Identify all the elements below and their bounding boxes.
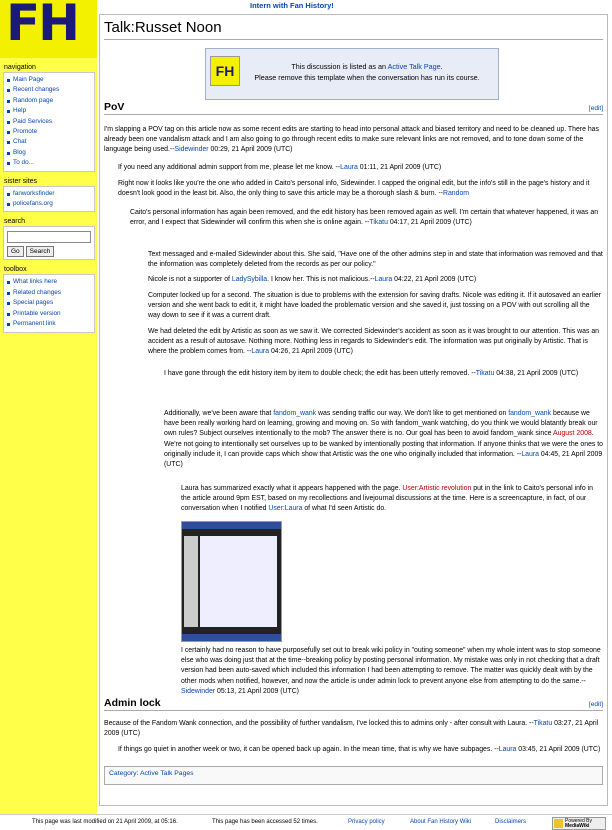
notice-period: . [440,62,443,71]
timestamp: 04:45, 21 April 2009 (UTC) [164,450,603,469]
comment-text-3: of what I'd seen Artistic do. [302,505,387,513]
comment-7 [148,291,603,322]
comment-2 [118,163,603,173]
category-separator: : [136,770,140,777]
timestamp: 04:17, 21 April 2009 (UTC) [387,219,472,227]
timestamp: 04:38, 21 April 2009 (UTC) [494,370,579,377]
comment-text: I certainly had no reason to have purposefully set out to break wiki policy in "outing someone" when my whole intent was to stop someone else who was doing just that at the time--breaking policy by posting personal information. My mistake was only in not checking that a draft version had been auto-saved which included this information I had been attempting to remove. The matter was quickly dealt with by the other mods when notified, however, and now the article is under admin lock to prevent anyone else from attempting to do the same.-- [181,647,601,685]
comment-text-3: because we have been really working hard on learning, growing and moving on. So with fandom_wank watching, do you think we would blatantly break our own rules? Subject ourselves intentionally to the mob? The answer there is no. Our goal has been to avoid fandom_wank since [164,410,598,438]
screencapture-taskbar [182,634,281,641]
comment-6 [148,275,603,285]
comment-text: Laura has summarized exactly what it appears happened with the page. [181,485,403,492]
timestamp: 03:27, 21 April 2009 (UTC) [104,720,599,738]
user-link[interactable]: Sidewinder [174,146,209,154]
logo-text: FH [6,0,79,52]
last-modified-text: This page was last modified on 21 April 2009, at 05:16. [32,819,178,825]
title-divider [104,39,603,40]
category-label-link[interactable]: Category [109,770,137,777]
comment-10 [164,409,603,470]
comment-14 [118,745,603,755]
user-link[interactable]: Tikatu [369,219,388,227]
notice-logo-icon: FH [210,56,240,86]
top-banner-link[interactable]: Intern with Fan History! [250,1,334,10]
screencapture-image[interactable] [181,521,282,642]
screencapture-titlebar [182,522,281,529]
sidebar-item-policefans[interactable]: policefans.org [13,200,53,208]
sidebar-item-permanent-link[interactable]: Permanent link [13,320,56,328]
timestamp: 04:22, 21 April 2009 (UTC) [392,276,477,283]
privacy-policy-link[interactable]: Privacy policy [348,819,385,825]
go-button[interactable]: Go [7,246,24,257]
ladysybilla-link[interactable]: LadySybilla [231,276,268,283]
badge-top-text: Powered By [565,818,592,824]
comment-text: Additionally, we've been aware that [164,410,274,417]
about-link[interactable]: About Fan History Wiki [410,819,472,825]
user-link[interactable]: Tikatu [533,720,553,727]
comment-text-2: was sending traffic our way. We don't like to get mentioned on [316,410,509,417]
active-talk-page-link[interactable]: Active Talk Page [387,62,441,71]
comment-text: If you need any additional admin support from me, please let me know. -- [118,164,341,171]
sidebar-item-to-do[interactable]: To do... [13,159,34,167]
comment-text: I'm slapping a POV tag on this article now as some recent edits are starting to head into personal attack and biased territory and need to be cleaned up. There has already been one vandalism attack and I am also going to go through recent edits to make sure relevant links are not removed, and to tone down some of the language being used.-- [104,126,599,154]
search-button[interactable]: Search [26,246,55,257]
sidebar-item-random-page[interactable]: Random page [13,96,54,104]
comment-text: We had deleted the edit by Artistic as soon as we saw it. We corrected Sidewinder's accident as soon as it was brought to our attention. This was an accident as a result of autosave. Nothing more. Nothing less in regards to Sidewinder's edit. The information was put originally by Artistic. That is where the problem comes from. -- [148,328,599,356]
sister-sites-box [3,186,95,213]
comment-4 [130,208,603,228]
site-logo[interactable] [0,0,97,58]
sidebar-item-related-changes[interactable]: Related changes [13,288,61,296]
notice-line-1 [206,62,498,71]
comment-9 [164,369,603,379]
sidebar-item-fanworksfinder[interactable]: fanworksfinder [13,189,55,197]
badge-bottom-text: MediaWiki [565,823,590,829]
search-input[interactable] [7,231,91,243]
toolbox-box [3,274,95,332]
section-heading-pov [104,101,603,115]
notice-line-2: Please remove this template when the conversation has run its course. [254,73,480,82]
screencapture-sidebar [184,536,198,627]
sidebar-item-special-pages[interactable]: Special pages [13,299,54,307]
toolbox-heading: toolbox [4,266,27,274]
section-title: Admin lock [104,697,161,709]
user-laura-link[interactable]: User:Laura [268,505,303,513]
comment-text: Nicole is not a supporter of [148,276,232,283]
search-box [3,226,95,260]
user-link[interactable]: Sidewinder [181,687,216,695]
navigation-heading: navigation [4,64,36,71]
user-link[interactable]: Laura [374,276,393,283]
comment-text: Caito's personal information has again been removed, and the edit history has been removed again as well. I'm certain that whatever happened, it was an error, and I expect that Sidewinder will confirm this when she is online again. -- [130,209,599,227]
page-title: Talk:Russet Noon [104,19,222,36]
user-link[interactable]: Tikatu [475,370,495,377]
sidebar-item-main-page[interactable]: Main Page [13,76,44,83]
mediawiki-icon [554,819,563,828]
notice-text: This discussion is listed as an [291,62,388,71]
comment-12 [181,646,603,697]
comment-text: Because of the Fandom Wank connection, and the possibility of further vandalism, I've locked this to admins only - after consult with Laura. -- [104,720,534,727]
timestamp: 04:26, 21 April 2009 (UTC) [269,348,353,356]
sister-sites-heading: sister sites [4,177,38,185]
category-links [104,766,603,785]
sidebar-item-printable-version[interactable]: Printable version [13,309,61,317]
user-link[interactable]: Random [442,190,470,198]
sidebar-item-recent-changes[interactable]: Recent changes [13,86,60,94]
fandom-wank-link[interactable]: fandom_wank [273,410,317,417]
sidebar-item-blog[interactable]: Blog [13,148,26,156]
edit-admin-lock-link[interactable]: [edit] [588,701,603,708]
user-link[interactable]: Laura [521,450,539,458]
sidebar-item-paid-services[interactable]: Paid Services [13,117,53,125]
comment-text: I have gone through the edit history item by item to double check; the edit has been utterly removed. -- [164,370,476,377]
sidebar-item-chat[interactable]: Chat [13,138,27,146]
comment-3 [118,179,603,199]
comment-11 [181,484,603,515]
disclaimers-link[interactable]: Disclaimers [495,819,527,825]
fandom-wank-link-2[interactable]: fandom_wank [508,410,552,417]
sidebar [0,58,97,815]
user-link[interactable]: Laura [251,348,270,356]
timestamp: 03:45, 21 April 2009 (UTC) [516,746,601,753]
comment-5 [148,250,603,270]
comment-text: Right now it looks like you're the one who added in Caito's personal info, Sidewinder. I capped the original edit, but the info's still in the page's history and it doesn't look good in the least bit. Also, the only thing to save this article may be a thorough slash & burn. -- [118,180,590,198]
edit-pov-link[interactable]: [edit] [588,105,603,112]
footer [0,814,612,830]
content-area [99,14,608,806]
powered-by-mediawiki-badge[interactable] [552,817,606,830]
timestamp: 01:11, 21 April 2009 (UTC) [357,164,442,171]
section-heading-admin-lock [104,697,603,711]
comment-text: If things go quiet in another week or two, it can be opened back up again. In the mean time, that is why we have subpages. -- [118,746,499,753]
comment-text-4: . We're not going to intentionally set ourselves up to be wanked by intentionally posting that information. If anyone thinks that we were the ones to originally include it, I can provide caps which show that Artistic was the one who originally included that information. -- [164,430,604,458]
section-title: PoV [104,101,125,113]
sidebar-item-help[interactable]: Help [13,107,27,115]
navigation-box [3,72,95,172]
active-talk-notice [205,48,499,100]
category-active-talk-pages-link[interactable]: Active Talk Pages [140,770,194,777]
search-heading: search [4,218,26,226]
comment-text: Text messaged and e-mailed Sidewinder about this. She said, "Have one of the other admins step in and state that information was removed and that the information was completely deleted from the records as per our policy." [148,251,603,269]
comment-text-2: put in the link to Caito's personal info in the article around 9pm EST, based on my recollections and livejournal discussions at the time. Here is a screencapture, in fact, of our conversation when I notified [181,485,593,513]
user-link[interactable]: Laura [340,164,358,171]
comment-text-2: . I know her. This is not malicious.-- [267,276,375,283]
access-count-text: This page has been accessed 52 times. [212,819,318,825]
screencapture-body [200,536,277,627]
comment-8 [148,327,603,358]
timestamp: 00:29, 21 April 2009 (UTC) [208,146,293,154]
comment-13 [104,719,603,739]
user-link[interactable]: Laura [498,746,517,753]
timestamp: 05:13, 21 April 2009 (UTC) [215,687,299,695]
sidebar-item-what-links-here[interactable]: What links here [13,278,58,286]
comment-1 [104,125,603,156]
comment-text: Computer locked up for a second. The situation is due to problems with the extension for saving drafts. Nicole was editing it. If it autosaved an earlier version and she went back to edit it, it might have loaded the problematic version and she saved it, just tossing on a POV with out scrolling all the way down to see if it was a current draft. [148,292,601,320]
sidebar-item-promote[interactable]: Promote [13,128,38,136]
user-artistic-revolution-link[interactable]: User:Artistic revolution [402,485,472,492]
august-2008-link[interactable]: August 2008 [553,430,592,438]
